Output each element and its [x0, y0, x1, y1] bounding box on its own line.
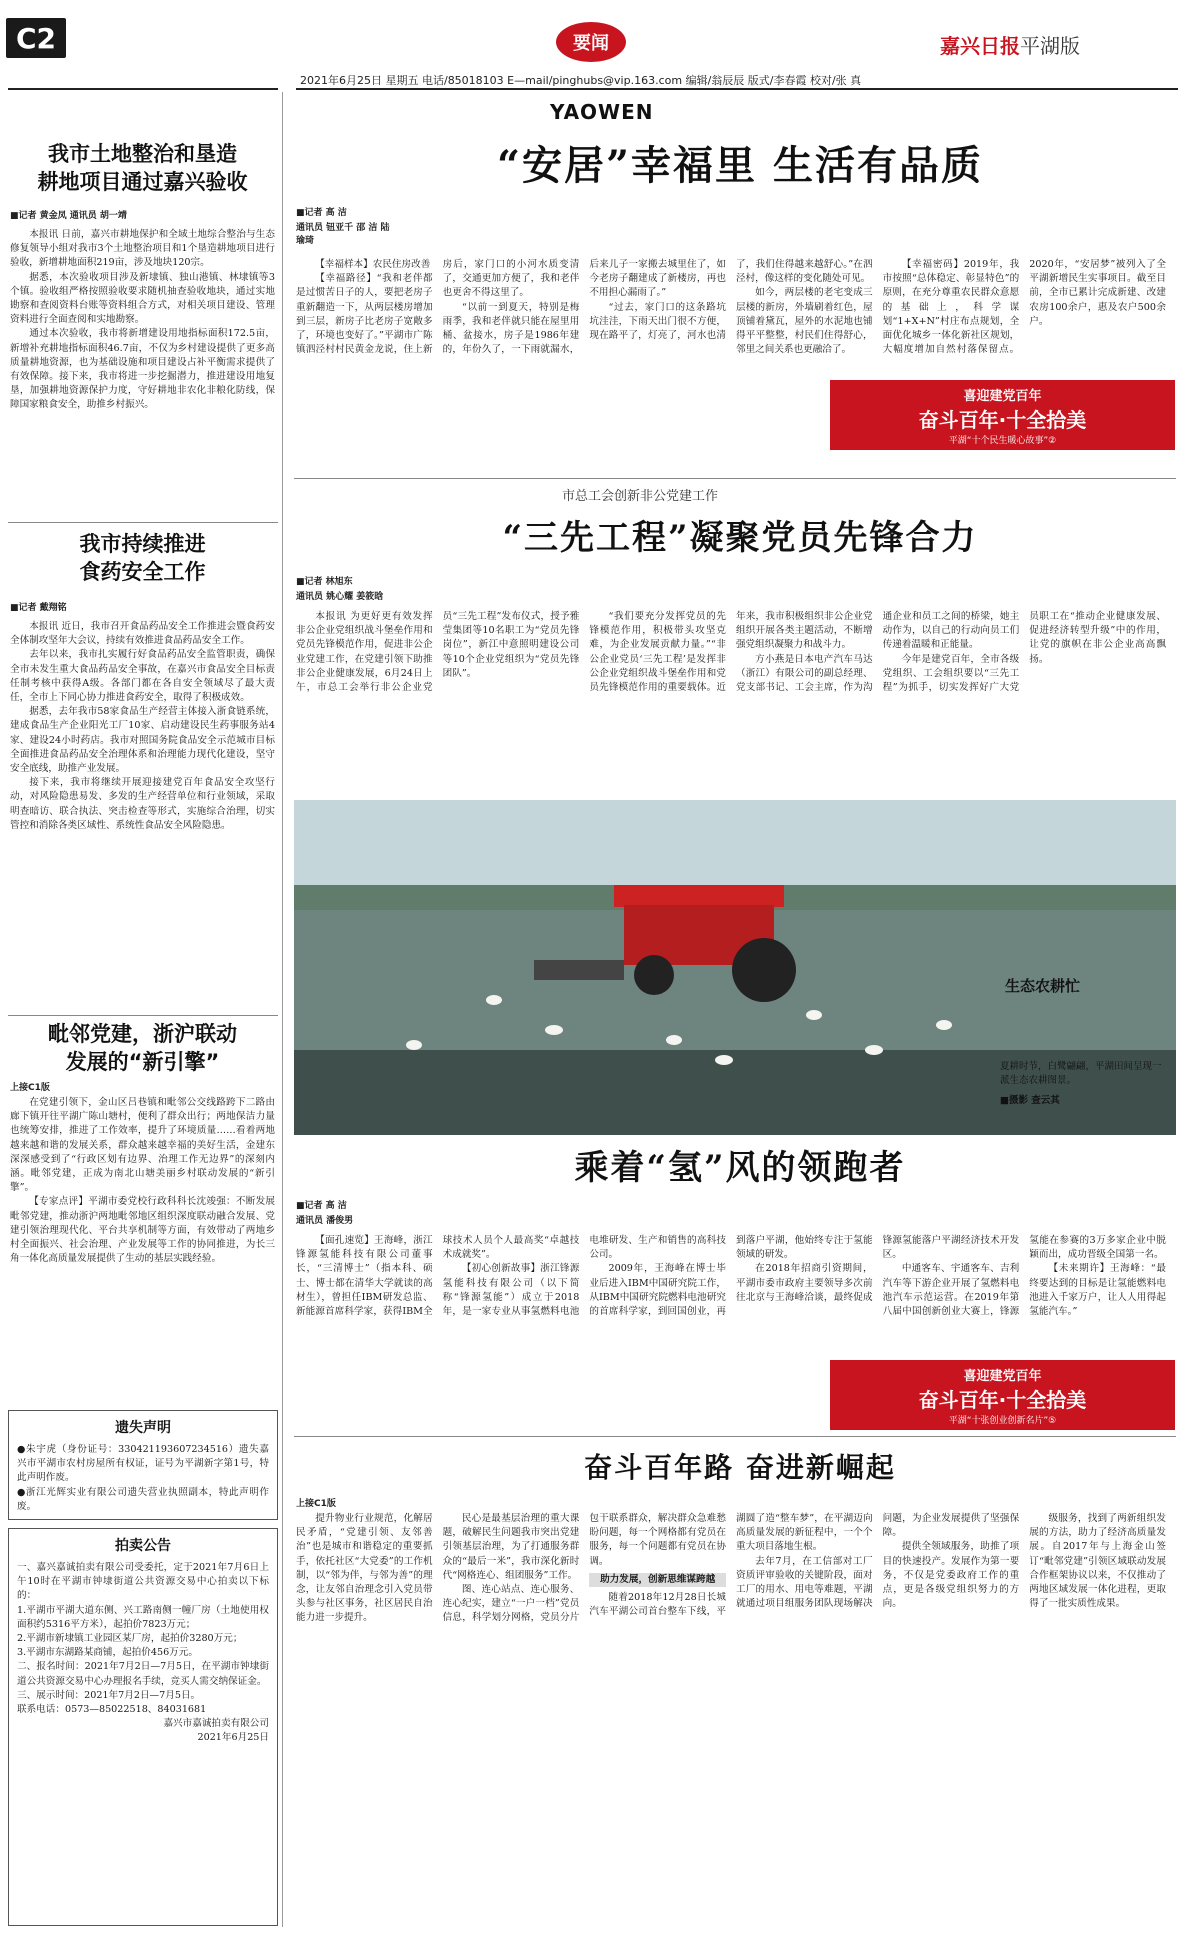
side-article2-body — [10, 620, 275, 1012]
auction-notice — [8, 1528, 278, 1926]
banner-ten-cards — [830, 1360, 1175, 1430]
paragraph: 民心是最基层治理的重大课题，破解民生问题我市突出党建引领基层治理，为了打通服务群众的“最后一米”，我市深化新时代“网格连心、组团服务”工作。 — [442, 1513, 580, 1581]
paragraph: “过去，家门口的这条路坑坑洼洼，下雨天出门很不方便，现在路平了，灯亮了，河水也清了，我们住得越来越舒心。”在泗泾村，像这样的变化随处可见。 — [589, 259, 873, 342]
banner-line1: 喜迎建党百年 — [963, 388, 1042, 404]
paragraph: “以前一到夏天，特别是梅雨季，我和老伴就只能在屋里用桶、盆接水，房子是1986年建的，年份久了，一下雨就漏水，后来儿子一家搬去城里住了，如今老房子翻建成了新楼房，再也不用担心漏雨了。” — [442, 259, 726, 356]
paragraph: 如今，两层楼的老宅变成三层楼的新房，外墙刷着红色，屋顶铺着黛瓦，屋外的水泥地也铺得平平整整，村民们住得舒心，邻里之间关系也更融洽了。 — [735, 287, 873, 356]
notice-line: 嘉兴市嘉诚拍卖有限公司 — [163, 1718, 269, 1730]
paragraph: 通过本次验收，我市将新增建设用地指标面积172.5亩，新增补充耕地指标面积46.7亩，不仅为乡村建设提供了更多高质量耕地资源，也为基础设施和项目建设占补平衡需求提供了有效保障。接下来，我市将进一步挖掘潜力，推进建设用地复垦，加强耕地资源保护力度，守好耕地非农化非粮化防线，保障国家粮食安全，助推乡村振兴。 — [10, 328, 275, 411]
main-article4-body — [296, 1512, 1166, 1924]
side-article1-byline: ■记者 黄金凤 通讯员 胡一靖 — [10, 211, 127, 221]
side-article2-title-line2: 食药安全工作 — [79, 560, 206, 584]
paragraph: 【专家点评】平湖市委党校行政科科长沈竣强：不断发展毗邻党建，推动浙沪两地毗邻地区组织深度联动融合发展、党建引领治理现代化、平台共享机制等方面，有效带动了两地乡村全面振兴、社会治理、产业发展等工作的协同推进，为长三角一体化高质量发展提供了生动的基层实践经验。 — [10, 1196, 275, 1265]
notice-line: ●朱宇虎（身份证号：330421193607234516）遗失嘉兴市平湖市农村房屋所有权证，证号为平湖新字第1号，特此声明作废。 — [17, 1444, 269, 1484]
notice-line: 一、嘉兴嘉诚拍卖有限公司受委托，定于2021年7月6日上午10时在平湖市钟埭街道公共资源交易中心拍卖以下标的： — [17, 1562, 269, 1602]
paragraph: 据悉，去年我市58家食品生产经营主体接入浙食链系统，建成食品生产企业阳光工厂10家、启动建设民生药事服务站4家、建设24小时药店。我市对照国务院食品安全示范城市目标全面推进食品药品安全治理体系和治理能力现代化建设，坚守安全底线，助推产业发展。 — [10, 706, 275, 775]
notice-line: 二、报名时间：2021年7月2日—7月5日，在平湖市钟埭街道公共资源交易中心办理报名手续，竞买人需交纳保证金。 — [17, 1661, 269, 1687]
main-article4-title: 奋斗百年路 奋进新崛起 — [584, 1451, 896, 1484]
main-article2-byline1: ■记者 林旭东 — [296, 577, 353, 587]
paragraph: 【初心创新故事】浙江锋源氢能科技有限公司（以下简称“锋源氢能”）成立于2018年，是一家专业从事氢燃料电池电堆研发、生产和销售的高科技公司。 — [442, 1235, 726, 1318]
photo-caption — [1000, 1060, 1170, 1108]
paragraph: 【幸福样本】农民住房改善 — [315, 259, 431, 270]
paragraph: 随着2018年12月28日长城汽车平湖公司首台整车下线，平湖圆了造“整车梦”，在平湖迈向高质量发展的新征程中，一个个重大项目落地生根。 — [589, 1513, 873, 1618]
paragraph: 【面孔速览】王海峰，浙江锋源氢能科技有限公司董事长，“三清博士”（指本科、硕士、博士都在清华大学就读的高材生），曾担任IBM研发总监、新能源首席科学家，获得IBM全球技术人员个人最高奖“卓越技术成就奖”。 — [296, 1235, 580, 1318]
side-article3-body — [10, 1096, 275, 1406]
paragraph: 接下来，我市将继续开展迎接建党百年食品安全攻坚行动，对风险隐患易发、多发的生产经营单位和行业领域，采取明查暗访、联合执法、突击检查等形式，实施综合治理，切实管控和消除各类区域性、系统性食品安全风险隐患。 — [10, 777, 275, 831]
tractor-canopy — [614, 885, 784, 907]
main-article1-byline2: 通讯员 钮亚千 邵 洁 陆瑜琦 — [296, 223, 390, 246]
main-article3-byline1: ■记者 高 洁 — [296, 1201, 347, 1211]
egret — [406, 1040, 422, 1050]
masthead-edition: 平湖版 — [1020, 34, 1080, 58]
section-latin: YAOWEN — [550, 100, 654, 124]
egret — [486, 995, 502, 1005]
side-article1-body — [10, 228, 275, 518]
main-article2-title: “三先工程”凝聚党员先锋合力 — [502, 518, 978, 558]
side-header-rule — [8, 88, 278, 90]
egret — [865, 1045, 883, 1055]
egret — [666, 1035, 682, 1045]
paragraph: 【幸福密码】2019年，我市按照“总体稳定、彰显特色”的原则，在充分尊重农民群众意愿的基础上，科学谋划“1+X+N”村庄布点规划，全面优化城乡一体化新社区规划，大幅度增加自然村落保留点。2020年，“安居梦”被列入了全平湖新增民生实事项目。截至目前，全市已累计完成新建、改建农房100余户，惠及农户500余户。 — [882, 259, 1166, 356]
side-article1-title — [10, 140, 275, 196]
notice-line: 三、展示时间：2021年7月2日—7月5日。 — [17, 1689, 201, 1701]
info-bar: 2021年6月25日 星期五 电话/85018103 E—mail/pinghubs@vip.163.com 编辑/翁辰辰 版式/李春霞 校对/张 真 — [300, 74, 862, 87]
notice-line: 1.平湖市平湖大道东侧、兴工路南侧一幢厂房（土地使用权面积约5316平方米），起拍价7823万元； — [17, 1604, 269, 1630]
paragraph: 中通客车、宇通客车、吉利汽车等下游企业开展了氢燃料电池汽车示范运营。在2019年第八届中国创新创业大赛上，锋源氢能在参赛的3万多家企业中脱颖而出，成功晋级全国第一名。 — [882, 1235, 1166, 1318]
main-article3-title: 乘着“氢”风的领跑者 — [574, 1148, 906, 1188]
notice-line: 3.平湖市东湖路某商铺，起拍价456万元。 — [17, 1647, 198, 1659]
main-article4-subhead: 助力发展，创新思维谋跨越 — [589, 1573, 726, 1587]
masthead-logo: 嘉兴日报 — [940, 34, 1020, 58]
paragraph: 方小燕是日本电产汽车马达（浙江）有限公司的副总经理、党支部书记、工会主席，作为沟通企业和员工之间的桥梁，她主动作为，以自己的行动向员工们传递着温暖和正能量。 — [735, 611, 1020, 694]
egret — [806, 1010, 822, 1020]
notice-line: 联系电话：0573—85022518、84031681 — [17, 1704, 207, 1716]
side-article1-title-line2: 耕地项目通过嘉兴验收 — [37, 170, 248, 194]
paragraph: 去年7月，在工信部对工厂资质评审验收的关键阶段，面对工厂的用水、用电等难题，平湖就通过项目组服务团队现场解决问题，为企业发展提供了坚强保障。 — [735, 1513, 1020, 1610]
side-article2-byline: ■记者 戴翔铭 — [10, 603, 67, 613]
tractor-plough — [534, 960, 624, 980]
side-article3-title — [10, 1020, 275, 1076]
paragraph: 据悉，本次验收项目涉及新埭镇、独山港镇、林埭镇等3个镇。验收组严格按照验收要求随机抽查验收地块，通过实地勘察和查阅资料台账等资料组合方式，对相关项目建设、管理资料进行全面查阅和实地勘察。 — [10, 271, 275, 326]
main-article2-kicker: 市总工会创新非公党建工作 — [561, 489, 718, 504]
paragraph: 提升物业行业规范，化解居民矛盾，“党建引领、友邻善治”也是城市和谐稳定的重要抓手，依托社区“大党委”的工作机制，以“邻为伴，与邻为善”的理念，让友邻自治理念引入党员带头参与社区事务，社区居民自治能力进一步提升。 — [296, 1513, 433, 1624]
main-article3-byline2: 通讯员 潘俊男 — [296, 1216, 354, 1226]
banner-line2: 奋斗百年·十全拾美 — [918, 1387, 1087, 1412]
divider — [8, 1015, 278, 1016]
photo-caption-text: 夏耕时节，白鹭翩翩，平湖田间呈现一派生态农耕图景。 — [1000, 1061, 1162, 1086]
banner-line1: 喜迎建党百年 — [963, 1368, 1042, 1384]
paragraph: 【幸福路径】“我和老伴都是过惯苦日子的人，要把老房子重新翻造一下，从两层楼房增加到三层，新房子比老房子宽敞多了，环境也变好了。”平湖市广陈镇泗泾村村民黄金龙说，住上新房后，家门口的小河水质变清了，交通更加方便了，我和老伴也更舍不得这里了。 — [296, 259, 580, 356]
banner-ten-stories — [830, 380, 1175, 450]
egret — [545, 1025, 563, 1035]
main-article1-byline1: ■记者 高 洁 — [296, 208, 347, 218]
paragraph: 在2018年招商引资期间，平湖市委市政府主要领导多次前往北京与王海峰洽谈，最终促成锋源氢能落户平湖经济技术开发区。 — [735, 1235, 1020, 1303]
main-article1-title: “安居”幸福里 生活有品质 — [497, 142, 983, 189]
egret — [936, 1020, 952, 1030]
banner-subtitle: 平湖“十张创业创新名片”⑤ — [948, 1415, 1057, 1426]
paragraph: 在党建引领下，金山区吕巷镇和毗邻公交线路跨下二路由廊下镇开往平湖广陈山塘村，便利了群众出行；两地保洁力量也统筹安排，推进了工作效率，提升了环境质量……看着两地越来越和谐的发展关系，群众越来越幸福的美好生活，金建东深深感受到了“行政区划有边界、治理工作无边界”的深刻内涵。毗邻党建，正成为南北山塘美丽乡村联动发展的“新引擎”。 — [10, 1097, 275, 1194]
main-article2-byline2: 通讯员 姚心耀 姜筱晗 — [296, 592, 384, 602]
banner-subtitle: 平湖“十个民生暖心故事”② — [948, 435, 1057, 446]
main-article4-continued: 上接C1版 — [296, 1499, 336, 1509]
side-article3-title-line1: 毗邻党建，浙沪联动 — [48, 1022, 237, 1046]
tractor-wheel — [732, 938, 796, 1002]
paragraph: 图、连心站点、连心服务、连心纪实，建立“一户一档”党员信息，科学划分网格，党员分片包干联系群众，解决群众急难愁盼问题，每一个网格都有党员在服务，每一个问题都有党员在协调。 — [442, 1513, 726, 1624]
egret — [715, 1055, 733, 1065]
auction-notice-title: 拍卖公告 — [115, 1538, 171, 1554]
paragraph: 2009年，王海峰在博士毕业后进入IBM中国研究院工作，从IBM中国研究院燃料电池研究的首席科学家，到回国创业，再到落户平湖，他始终专注于氢能领域的研发。 — [589, 1235, 873, 1318]
side-article1-title-line1: 我市土地整治和垦造 — [48, 142, 237, 166]
tractor-wheel — [634, 955, 674, 995]
paragraph: 【未来期许】王海峰：“最终要达到的目标是让氢能燃料电池进入千家万户，让人人用得起氢能汽车。” — [1029, 1263, 1166, 1318]
side-article2-title-line1: 我市持续推进 — [79, 532, 206, 556]
paragraph: 级服务，找到了两新组织发展的方法，助力了经济高质量发展。自2017年与上海金山签订“毗邻党建”引领区域联动发展合作框架协议以来，不仅推动了两地区域发展一体化进程，更取得了一批实质性成果。 — [1029, 1513, 1166, 1610]
side-article3-title-line2: 发展的“新引擎” — [65, 1050, 220, 1074]
column-divider — [282, 92, 283, 1927]
lost-notice-title: 遗失声明 — [115, 1420, 171, 1436]
notice-line: ●浙江光辉实业有限公司遗失营业执照副本，特此声明作废。 — [17, 1486, 269, 1512]
paragraph: 去年以来，我市扎实履行好食品药品安全监管职责，确保全市未发生重大食品药品安全事故，在嘉兴市食品安全目标责任制考核中获得A级。各部门都在各自安全领域尽了最大责任，全市上下同心协力推进食药安全，取得了积极成效。 — [10, 649, 275, 704]
paragraph: 今年是建党百年，全市各级党组织、工会组织要以“三先工程”为抓手，切实发挥好广大党员职工在“推动企业健康发展、促进经济转型升级”中的作用，让党的旗帜在非公企业高高飘扬。 — [882, 611, 1166, 694]
notice-line: 2021年6月25日 — [197, 1732, 269, 1744]
lost-notice — [8, 1410, 278, 1520]
divider — [294, 1436, 1176, 1437]
banner-line2: 奋斗百年·十全拾美 — [918, 407, 1087, 432]
main-article2-body — [296, 610, 1166, 790]
side-article2-title — [10, 530, 275, 586]
paragraph: 提供全领域服务，助推了项目的快速投产。发展作为第一要务，不仅是党委政府工作的重点，更是各级党组织努力的方向。 — [882, 1541, 1020, 1610]
photo-credit: ■摄影 查云其 — [1000, 1095, 1060, 1106]
page-number: C2 — [6, 18, 66, 58]
divider — [294, 478, 1176, 479]
paragraph: 本报讯 为更好更有效发挥非公企业党组织战斗堡垒作用和党员先锋模范作用，促进非公企业党建工作，在党建引领下助推非公企业健康发展，6月24日上午，市总工会举行非公企业党员“三先工程”发布仪式，授予雅莹集团等10名职工为“党员先锋岗位”，新江中意照明建设公司等10个企业党组织为“党员先锋团队”。 — [296, 611, 580, 694]
paragraph: “我们要充分发挥党员的先锋模范作用，积极带头攻坚克难，为企业发展贡献力量。”“非公企业党员‘三先工程’是发挥非公企业党组织战斗堡垒作用和党员先锋模范作用的重要载体。近年来，我市积极组织非公企业党组织开展各类主题活动，不断增强党组织凝聚力和战斗力。 — [589, 611, 873, 694]
paragraph: 本报讯 日前，嘉兴市耕地保护和全域土地综合整治与生态修复领导小组对我市3个土地整治项目和1个垦造耕地项目进行验收，新增耕地面积219亩，涉及地块120宗。 — [10, 229, 275, 269]
side-article3-continued: 上接C1版 — [10, 1083, 50, 1093]
photo-title: 生态农耕忙 — [1005, 977, 1081, 995]
paragraph: 本报讯 近日，我市召开食品药品安全工作推进会暨食药安全体制攻坚年大会议，持续有效推进食品药品安全工作。 — [10, 621, 275, 647]
notice-line: 2.平湖市新埭镇工业园区某厂房，起拍价3280万元； — [17, 1633, 243, 1645]
divider — [8, 522, 278, 523]
section-badge: 要闻 — [556, 22, 626, 62]
header-rule — [296, 88, 1178, 90]
masthead — [940, 30, 1080, 59]
